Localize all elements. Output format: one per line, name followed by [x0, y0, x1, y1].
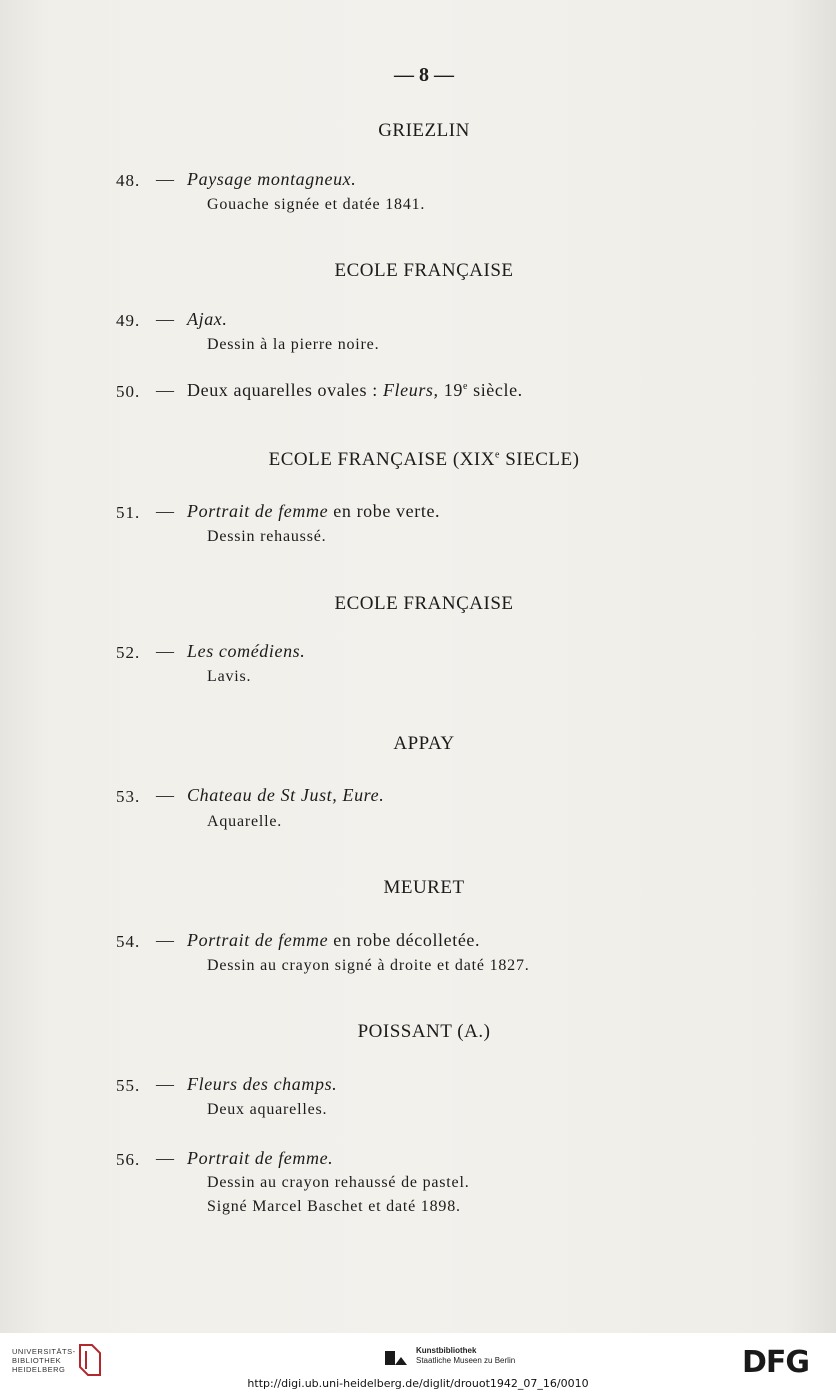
- item-title-italic: Fleurs des champs.: [187, 1074, 338, 1094]
- item-title: [187, 1148, 333, 1169]
- item-title: [187, 930, 480, 951]
- item-dash: —: [156, 1074, 175, 1094]
- kunstbibliothek-name: Kunstbibliothek: [416, 1346, 477, 1355]
- item-dash: —: [156, 641, 175, 661]
- item-title: [187, 309, 228, 330]
- item-description: Dessin à la pierre noire.: [207, 336, 380, 353]
- kunstbibliothek-label: [416, 1346, 515, 1366]
- item-title-italic: Portrait de femme.: [187, 1148, 334, 1168]
- item-number: 49.: [116, 311, 141, 330]
- item-title-italic: Portrait de femme: [187, 930, 329, 950]
- heading-text: ECOLE FRANÇAISE (XIX: [268, 449, 495, 470]
- university-library-label: [12, 1347, 76, 1374]
- item-dash: —: [156, 785, 175, 805]
- university-line: HEIDELBERG: [12, 1365, 66, 1374]
- museen-name: Staatliche Museen zu Berlin: [416, 1356, 516, 1365]
- item-title-italic: Paysage montagneux.: [187, 169, 357, 189]
- item-description: Dessin rehaussé.: [207, 528, 327, 545]
- item-title-italic: Les comédiens.: [187, 641, 306, 661]
- item-description: Gouache signée et datée 1841.: [207, 196, 426, 213]
- item-description: Dessin au crayon rehaussé de pastel.: [207, 1174, 470, 1191]
- item-title: [187, 169, 356, 190]
- item-title: [187, 380, 523, 401]
- item-title-century: 19: [438, 380, 463, 400]
- heading-text: SIECLE): [499, 449, 580, 470]
- section-heading: GRIEZLIN: [378, 120, 470, 141]
- item-dash: —: [156, 930, 175, 950]
- item-title-text: en robe décolletée.: [328, 930, 481, 950]
- item-number: 55.: [116, 1076, 141, 1095]
- item-title: [187, 785, 384, 806]
- item-number: 50.: [116, 382, 141, 401]
- item-number: 53.: [116, 787, 141, 806]
- section-heading: [0, 449, 836, 471]
- item-title-text: en robe verte.: [328, 501, 441, 521]
- section-heading: ECOLE FRANÇAISE: [334, 593, 514, 614]
- item-description: Dessin au crayon signé à droite et daté 1827.: [207, 957, 530, 974]
- item-description: Deux aquarelles.: [207, 1101, 328, 1118]
- item-dash: —: [156, 1148, 175, 1168]
- section-heading: MEURET: [383, 877, 465, 898]
- digitization-footer: [0, 1333, 836, 1393]
- university-line: UNIVERSITÄTS-: [12, 1347, 76, 1356]
- university-logo-icon: [78, 1343, 102, 1377]
- source-url[interactable]: http://digi.ub.uni-heidelberg.de/diglit/drouot1942_07_16/0010: [247, 1377, 589, 1390]
- item-description: Lavis.: [207, 668, 252, 685]
- section-heading: APPAY: [393, 733, 455, 754]
- university-line: BIBLIOTHEK: [12, 1356, 62, 1365]
- item-number: 51.: [116, 503, 141, 522]
- item-description: Aquarelle.: [207, 813, 283, 830]
- item-title: [187, 641, 305, 662]
- item-title-text: siècle.: [468, 380, 523, 400]
- page-number: — 8 —: [394, 64, 454, 86]
- item-number: 56.: [116, 1150, 141, 1169]
- item-title-italic: Portrait de femme: [187, 501, 329, 521]
- item-title: [187, 501, 440, 522]
- dfg-logo: DFG: [742, 1345, 810, 1380]
- item-number: 54.: [116, 932, 141, 951]
- item-description: Signé Marcel Baschet et daté 1898.: [207, 1198, 461, 1215]
- item-title: [187, 1074, 337, 1095]
- item-number: 48.: [116, 171, 141, 190]
- item-dash: —: [156, 169, 175, 189]
- item-title-text: Deux aquarelles ovales :: [187, 380, 383, 400]
- superscript: e: [494, 449, 500, 461]
- superscript: e: [462, 381, 468, 392]
- item-dash: —: [156, 380, 175, 400]
- item-title-italic: Ajax.: [187, 309, 228, 329]
- item-number: 52.: [116, 643, 141, 662]
- item-title-italic: Fleurs,: [382, 380, 439, 400]
- section-heading: POISSANT (A.): [357, 1021, 491, 1042]
- item-dash: —: [156, 309, 175, 329]
- item-title-italic: Chateau de St Just, Eure.: [187, 785, 385, 805]
- item-dash: —: [156, 501, 175, 521]
- kunstbibliothek-logo-icon: [383, 1347, 409, 1369]
- section-heading: ECOLE FRANÇAISE: [334, 260, 514, 281]
